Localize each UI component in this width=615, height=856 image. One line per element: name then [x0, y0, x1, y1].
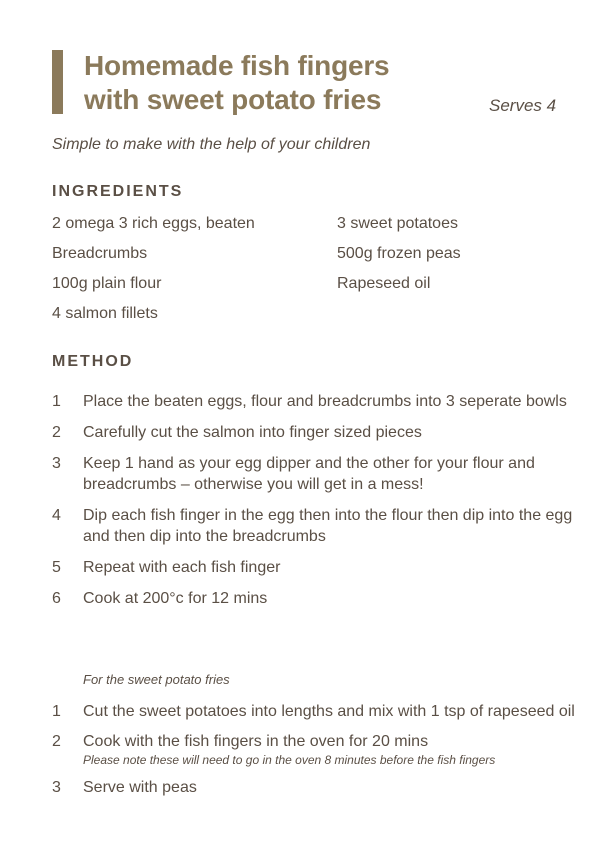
method-step — [52, 557, 592, 578]
ingredients-list-left — [52, 212, 255, 332]
ingredient-item: 4 salmon fillets — [52, 305, 158, 322]
ingredient-item: 100g plain flour — [52, 275, 162, 292]
step-number: 3 — [52, 455, 61, 472]
step-note: Please note these will need to go in the oven 8 minutes before the fish fingers — [83, 753, 496, 767]
step-number: 1 — [52, 703, 61, 720]
ingredient-item: Rapeseed oil — [337, 275, 431, 292]
ingredient-item: 2 omega 3 rich eggs, beaten — [52, 215, 255, 232]
fries-steps-list — [52, 701, 592, 807]
recipe-title-line-2: with sweet potato fries — [84, 84, 382, 115]
step-text: Cut the sweet potatoes into lengths and mix with 1 tsp of rapeseed oil — [83, 703, 575, 720]
step-text: Serve with peas — [83, 779, 197, 796]
method-step — [52, 422, 592, 443]
step-text: Cook with the fish fingers in the oven for 20 mins — [83, 733, 429, 750]
recipe-title-line-1: Homemade fish fingers — [84, 50, 390, 81]
step-text: Cook at 200°c for 12 mins — [83, 590, 268, 607]
step-number: 5 — [52, 559, 61, 576]
step-number: 2 — [52, 733, 61, 750]
method-steps-list — [52, 391, 592, 619]
fries-subheading: For the sweet potato fries — [83, 672, 230, 687]
step-number: 4 — [52, 507, 61, 524]
step-text: Repeat with each fish finger — [83, 559, 281, 576]
ingredient-item: Breadcrumbs — [52, 245, 148, 262]
method-heading: METHOD — [52, 353, 134, 370]
method-step — [52, 391, 592, 412]
step-number: 1 — [52, 393, 61, 410]
title-accent-bar — [52, 50, 63, 114]
method-step — [52, 777, 592, 798]
step-text: Dip each fish finger in the egg then into the flour then dip into the egg and then dip into the breadcrumbs — [83, 507, 573, 545]
method-step — [52, 731, 592, 768]
step-text: Place the beaten eggs, flour and breadcrumbs into 3 seperate bowls — [83, 393, 567, 410]
step-number: 6 — [52, 590, 61, 607]
ingredient-item: 3 sweet potatoes — [337, 215, 458, 232]
step-number: 3 — [52, 779, 61, 796]
recipe-title — [84, 49, 389, 117]
method-step — [52, 453, 592, 495]
step-text: Keep 1 hand as your egg dipper and the other for your flour and breadcrumbs – otherwise you will get in a mess! — [83, 455, 535, 493]
ingredient-item: 500g frozen peas — [337, 245, 461, 262]
serves-count: Serves 4 — [489, 96, 557, 115]
method-step — [52, 588, 592, 609]
method-step — [52, 505, 592, 547]
method-step — [52, 701, 592, 722]
step-number: 2 — [52, 424, 61, 441]
recipe-subtitle: Simple to make with the help of your children — [52, 136, 371, 153]
ingredients-heading: INGREDIENTS — [52, 183, 184, 200]
ingredients-list-right — [337, 212, 461, 302]
step-text: Carefully cut the salmon into finger sized pieces — [83, 424, 422, 441]
